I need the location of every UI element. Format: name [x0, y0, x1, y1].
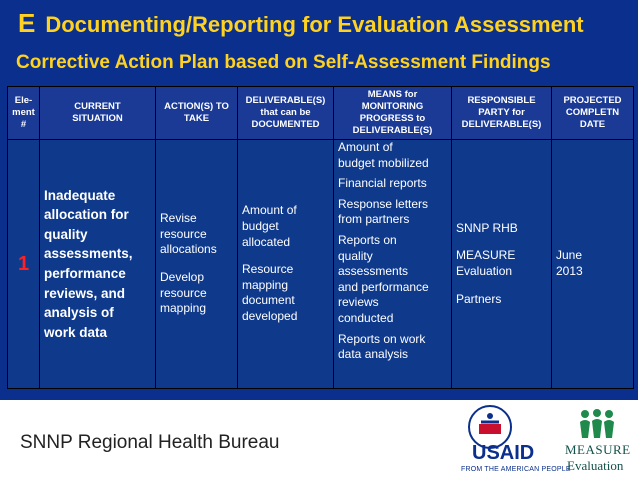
header-means-monitoring: MEANS for MONITORING PROGRESS to DELIVERABLE(S) [334, 87, 452, 140]
responsible-party-cell: SNNP RHB MEASURE Evaluation Partners [452, 140, 552, 389]
measure-people-icon [577, 408, 617, 440]
element-number: 1 [8, 140, 40, 389]
slide-subtitle: Corrective Action Plan based on Self-Assessment Findings [16, 52, 551, 73]
section-letter: E [18, 8, 36, 38]
header-actions: ACTION(S) TO TAKE [156, 87, 238, 140]
measure-evaluation-logo [565, 408, 635, 474]
header-current-situation: CURRENT SITUATION [40, 87, 156, 140]
header-deliverables: DELIVERABLE(S) that can be DOCUMENTED [238, 87, 334, 140]
bureau-name: SNNP Regional Health Bureau [20, 432, 280, 453]
actions-cell: Revise resource allocations Develop resource mapping [156, 140, 238, 389]
title-text: Documenting/Reporting for Evaluation Assessment [45, 12, 584, 37]
measure-subtitle: Evaluation [567, 458, 624, 473]
current-situation-cell: Inadequate allocation for quality assessments, performance reviews, and analysis of work data [40, 140, 156, 389]
slide-footer [0, 400, 638, 479]
means-monitoring-cell: Amount of budget mobilized Financial reports Response letters from partners Reports on quality assessments and performance reviews conducted Reports on work data analysis [334, 140, 452, 389]
measure-wordmark: MEASURE [565, 442, 631, 457]
header-element-number: Ele- ment # [8, 87, 40, 140]
header-projected-date: PROJECTED COMPLETN DATE [552, 87, 634, 140]
table-header-row [8, 87, 634, 140]
header-responsible-party: RESPONSIBLE PARTY for DELIVERABLE(S) [452, 87, 552, 140]
usaid-tagline: FROM THE AMERICAN PEOPLE [461, 466, 571, 473]
partner-logos [415, 408, 635, 474]
usaid-wordmark: USAID [472, 442, 535, 464]
slide-title [18, 8, 584, 39]
table-row [8, 140, 634, 389]
projected-date-cell: June 2013 [552, 140, 634, 389]
corrective-action-table [7, 86, 634, 389]
usaid-logo [415, 408, 571, 474]
deliverables-cell: Amount of budget allocated Resource mapping document developed [238, 140, 334, 389]
